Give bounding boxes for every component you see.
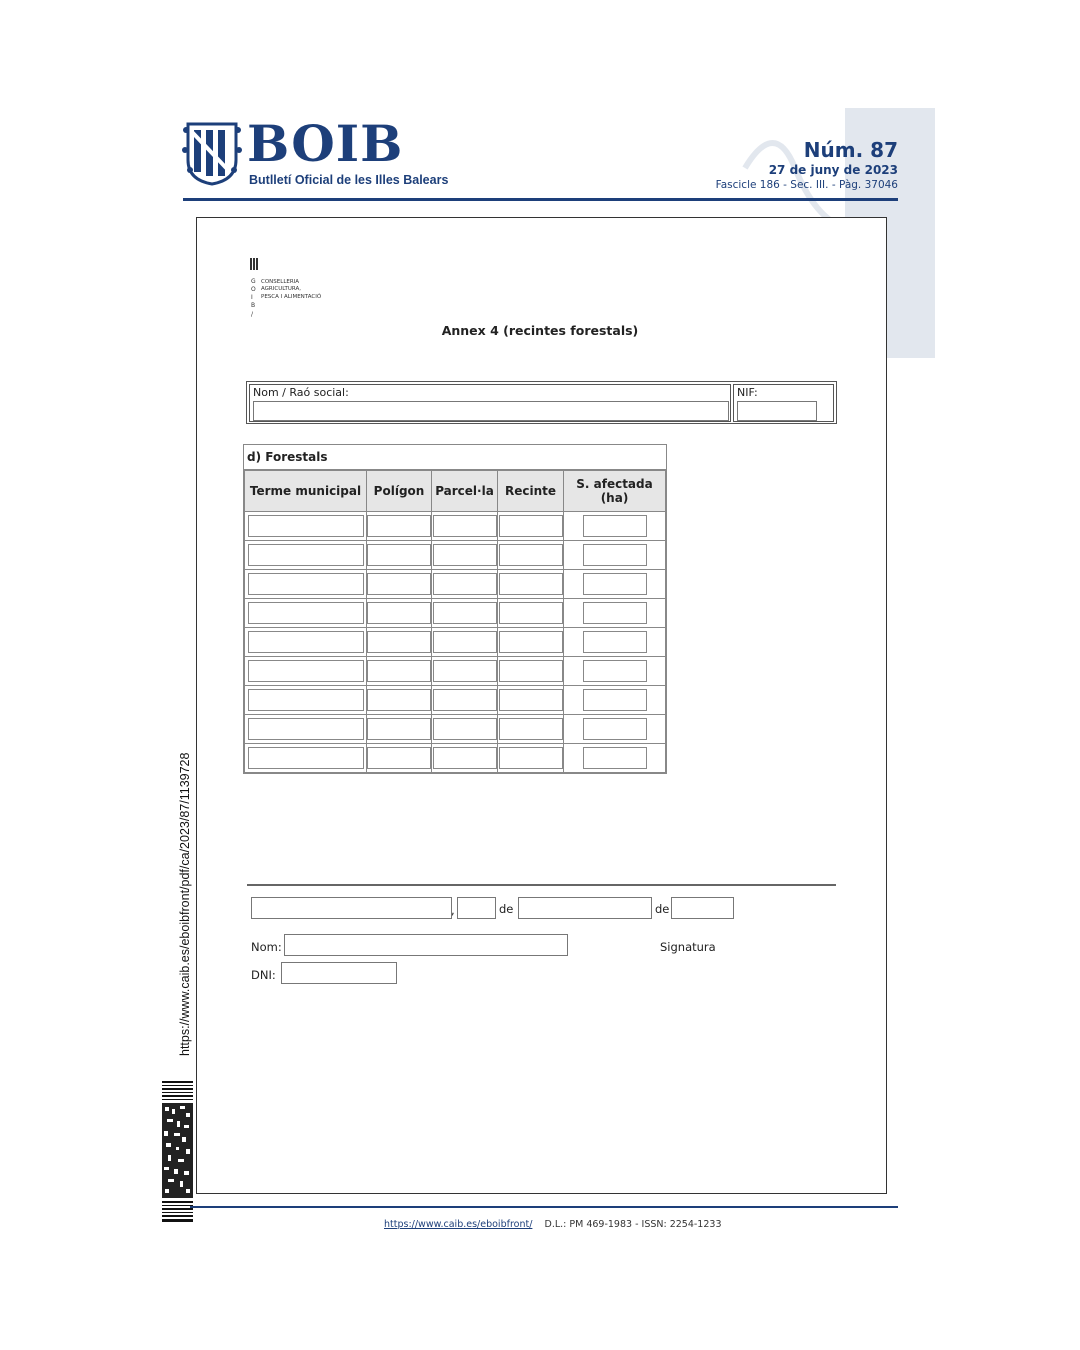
de-label-1: de <box>499 902 514 916</box>
table-caption: d) Forestals <box>244 445 666 470</box>
day-field[interactable] <box>457 897 496 919</box>
cell-input-field[interactable] <box>433 631 497 653</box>
table-row <box>245 628 666 657</box>
cell-input-field[interactable] <box>367 689 431 711</box>
cell-input-field[interactable] <box>499 689 563 711</box>
signer-name-field[interactable] <box>284 934 568 956</box>
cell-input-field[interactable] <box>367 718 431 740</box>
de-label-2: de <box>655 902 670 916</box>
table-row <box>245 744 666 773</box>
table-cell <box>432 715 498 744</box>
column-header: S. afectada (ha) <box>564 471 666 512</box>
table-cell <box>432 541 498 570</box>
table-cell <box>367 715 432 744</box>
gov-letter: O <box>251 286 256 293</box>
cell-input-field[interactable] <box>367 602 431 624</box>
table-cell <box>432 657 498 686</box>
cell-input-field[interactable] <box>583 515 647 537</box>
table-cell <box>498 599 564 628</box>
table-cell <box>564 512 666 541</box>
cell-input-field[interactable] <box>499 602 563 624</box>
nif-cell <box>733 384 834 422</box>
cell-input-field[interactable] <box>499 515 563 537</box>
table-cell <box>367 686 432 715</box>
cell-input-field[interactable] <box>583 747 647 769</box>
cell-input-field[interactable] <box>248 515 364 537</box>
cell-input-field[interactable] <box>367 660 431 682</box>
boib-shield-icon <box>182 120 242 186</box>
table-cell <box>432 628 498 657</box>
table-cell <box>245 657 367 686</box>
signatura-label: Signatura <box>660 940 716 954</box>
table-cell <box>498 715 564 744</box>
table-row <box>245 570 666 599</box>
cell-input-field[interactable] <box>583 718 647 740</box>
table-row <box>245 599 666 628</box>
table-cell <box>498 512 564 541</box>
gov-letter: B <box>251 302 256 309</box>
nif-field[interactable] <box>737 401 817 421</box>
table-cell <box>367 599 432 628</box>
table-row <box>245 657 666 686</box>
gov-line: PESCA I ALIMENTACIÓ <box>261 294 322 300</box>
table-cell <box>245 570 367 599</box>
barcode-icon <box>162 1081 193 1222</box>
cell-input-field[interactable] <box>367 747 431 769</box>
table-cell <box>564 686 666 715</box>
column-header: Recinte <box>498 471 564 512</box>
table-cell <box>498 744 564 773</box>
cell-input-field[interactable] <box>433 544 497 566</box>
table-cell <box>367 570 432 599</box>
table-cell <box>564 744 666 773</box>
table-cell <box>367 657 432 686</box>
issue-info <box>716 138 898 192</box>
cell-input-field[interactable] <box>433 689 497 711</box>
cell-input-field[interactable] <box>583 573 647 595</box>
cell-input-field[interactable] <box>367 573 431 595</box>
dni-field[interactable] <box>281 962 397 984</box>
cell-input-field[interactable] <box>248 544 364 566</box>
table-cell <box>245 686 367 715</box>
cell-input-field[interactable] <box>499 631 563 653</box>
cell-input-field[interactable] <box>433 602 497 624</box>
cell-input-field[interactable] <box>367 631 431 653</box>
table-cell <box>564 570 666 599</box>
cell-input-field[interactable] <box>583 544 647 566</box>
table-cell <box>367 541 432 570</box>
table-cell <box>498 628 564 657</box>
table-cell <box>432 512 498 541</box>
cell-input-field[interactable] <box>499 544 563 566</box>
comma-separator: , <box>451 903 455 917</box>
year-field[interactable] <box>671 897 734 919</box>
cell-input-field[interactable] <box>499 573 563 595</box>
name-cell <box>249 384 731 422</box>
cell-input-field[interactable] <box>248 573 364 595</box>
table-cell <box>432 570 498 599</box>
table-cell <box>432 744 498 773</box>
cell-input-field[interactable] <box>367 544 431 566</box>
cell-input-field[interactable] <box>583 689 647 711</box>
table-cell <box>564 715 666 744</box>
issue-fascicle: Fascicle 186 - Sec. III. - Pàg. 37046 <box>715 179 898 191</box>
cell-input-field[interactable] <box>248 631 364 653</box>
cell-input-field[interactable] <box>499 718 563 740</box>
issue-number: Núm. 87 <box>803 138 898 162</box>
table-cell <box>564 657 666 686</box>
nif-label: NIF: <box>737 386 758 399</box>
table-cell <box>245 541 367 570</box>
gov-letter: G <box>251 278 256 285</box>
column-header: Parcel·la <box>432 471 498 512</box>
footer-divider <box>190 1206 898 1208</box>
month-field[interactable] <box>518 897 652 919</box>
table-cell <box>564 541 666 570</box>
table-cell <box>245 599 367 628</box>
table-cell <box>498 570 564 599</box>
table-cell <box>367 744 432 773</box>
cell-input-field[interactable] <box>433 573 497 595</box>
place-field[interactable] <box>251 897 452 919</box>
cell-input-field[interactable] <box>433 718 497 740</box>
cell-input-field[interactable] <box>583 602 647 624</box>
column-header: Polígon <box>367 471 432 512</box>
gov-letter: / <box>251 311 254 318</box>
applicant-box <box>246 381 837 424</box>
cell-input-field[interactable] <box>433 660 497 682</box>
brand-title: BOIB <box>247 114 404 173</box>
table-cell <box>245 512 367 541</box>
table-row <box>245 512 666 541</box>
table-cell <box>367 628 432 657</box>
cell-input-field[interactable] <box>367 515 431 537</box>
annex-title: Annex 4 (recintes forestals) <box>441 323 639 338</box>
table-row <box>245 541 666 570</box>
cell-input-field[interactable] <box>248 747 364 769</box>
dni-label: DNI: <box>251 968 276 982</box>
header-divider <box>183 198 898 201</box>
table-cell <box>432 599 498 628</box>
signature-divider <box>247 884 836 886</box>
cell-input-field[interactable] <box>248 660 364 682</box>
cell-input-field[interactable] <box>433 515 497 537</box>
issue-date: 27 de juny de 2023 <box>768 163 898 177</box>
govern-logo-icon <box>250 258 330 320</box>
brand-subtitle: Butlletí Oficial de les Illes Balears <box>249 173 449 187</box>
table-cell <box>367 512 432 541</box>
forestals-table <box>243 444 667 774</box>
cell-input-field[interactable] <box>248 689 364 711</box>
table-cell <box>564 599 666 628</box>
table-row <box>245 686 666 715</box>
cell-input-field[interactable] <box>248 718 364 740</box>
table-cell <box>432 686 498 715</box>
table-cell <box>564 628 666 657</box>
table-cell <box>245 715 367 744</box>
cell-input-field[interactable] <box>583 631 647 653</box>
table-cell <box>245 628 367 657</box>
name-label: Nom / Raó social: <box>253 386 349 399</box>
name-field[interactable] <box>253 401 729 421</box>
cell-input-field[interactable] <box>499 747 563 769</box>
table-cell <box>498 657 564 686</box>
gov-line: CONSELLERIA <box>261 279 300 285</box>
side-url[interactable]: https://www.caib.es/eboibfront/pdf/ca/2023/87/1139728 <box>178 752 192 1056</box>
footer-legal: D.L.: PM 469-1983 - ISSN: 2254-1233 <box>544 1219 722 1230</box>
table-cell <box>245 744 367 773</box>
cell-input-field[interactable] <box>499 660 563 682</box>
cell-input-field[interactable] <box>248 602 364 624</box>
column-header: Terme municipal <box>245 471 367 512</box>
gov-line: AGRICULTURA, <box>261 286 302 292</box>
cell-input-field[interactable] <box>433 747 497 769</box>
table-cell <box>498 541 564 570</box>
gov-letter: I <box>251 294 253 301</box>
table-row <box>245 715 666 744</box>
footer <box>384 1219 722 1230</box>
cell-input-field[interactable] <box>583 660 647 682</box>
table-cell <box>498 686 564 715</box>
nom-label: Nom: <box>251 940 282 954</box>
footer-link[interactable]: https://www.caib.es/eboibfront/ <box>384 1219 533 1230</box>
